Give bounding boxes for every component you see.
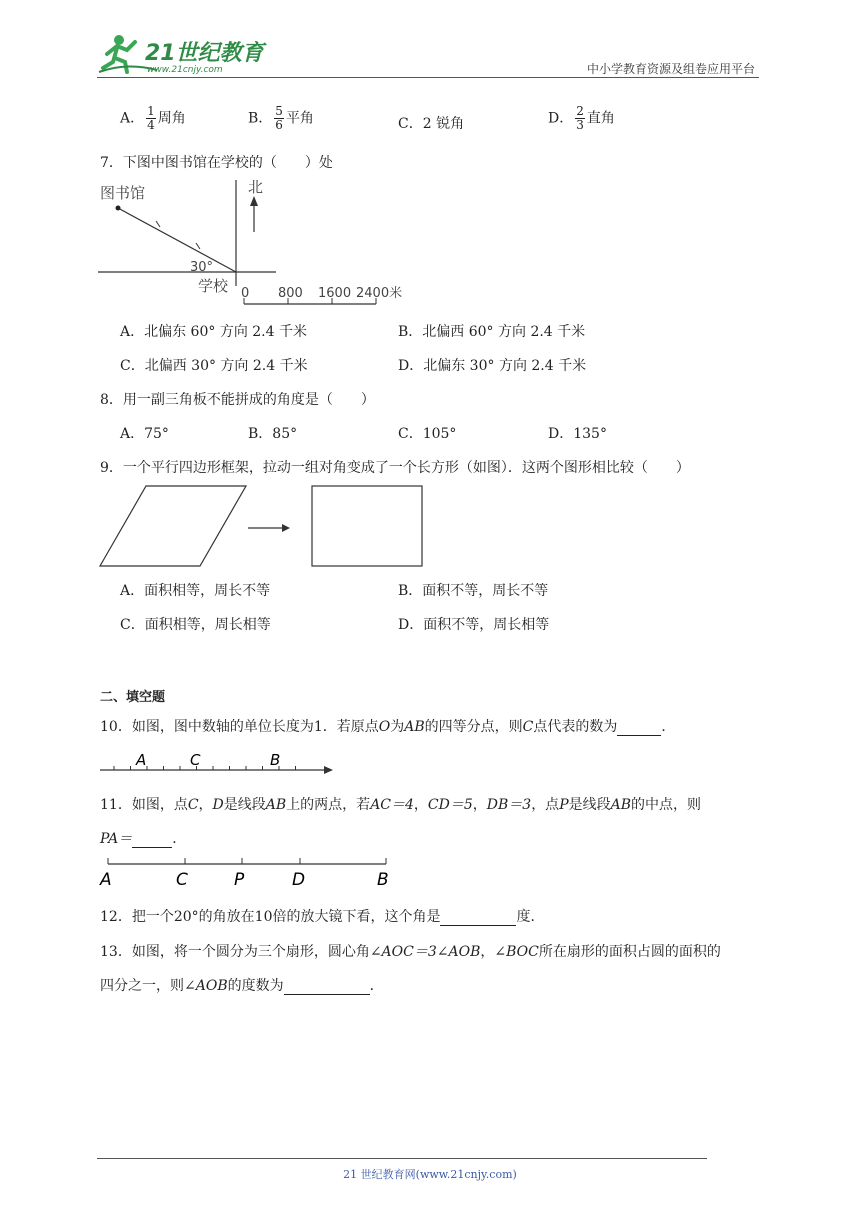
q11-stem-line2: PA＝ ．: [100, 831, 187, 847]
runner-logo-icon: [97, 32, 267, 76]
answer-blank[interactable]: [440, 911, 516, 926]
parallelogram-shape: [100, 486, 246, 566]
footer-link[interactable]: 21 世纪教育网(www.21cnjy.com): [343, 1168, 517, 1181]
q10-stem: 10．如图，图中数轴的单位长度为1．若原点O为AB的四等分点，则C点代表的数为 ．: [100, 719, 676, 735]
q6-option-a[interactable]: [120, 105, 186, 132]
north-label: 北: [248, 178, 264, 196]
fraction: $\frac{2}{3}$: [576, 104, 584, 132]
point-label: A: [136, 751, 147, 769]
q10-number-line: [98, 748, 338, 778]
q13-stem-line2: 四分之一，则∠AOB的度数为 ．: [100, 978, 384, 994]
point-label: P: [234, 870, 245, 890]
q9-option-a[interactable]: A．面积相等，周长不等: [120, 583, 271, 599]
point-label: B: [377, 870, 389, 890]
q8-option-a[interactable]: A．75°: [120, 426, 169, 442]
option-label: B．: [248, 110, 273, 127]
scale-tick-label: 2400米: [356, 286, 403, 301]
arrow-right-icon: [282, 524, 290, 532]
q9-option-d[interactable]: D．面积不等，周长相等: [398, 617, 550, 633]
option-text: 周角: [157, 110, 186, 127]
answer-blank[interactable]: [132, 833, 172, 848]
q7-option-a[interactable]: A．北偏东 60° 方向 2.4 千米: [120, 324, 307, 340]
q9-option-b[interactable]: B．面积不等，周长不等: [398, 583, 549, 599]
q7-option-b[interactable]: B．北偏西 60° 方向 2.4 千米: [398, 324, 586, 340]
point-label: C: [176, 870, 188, 890]
answer-blank[interactable]: [284, 980, 370, 995]
rectangle-shape: [312, 486, 422, 566]
q11-segment-figure: [98, 854, 398, 890]
school-label: 学校: [198, 277, 229, 295]
site-logo: [97, 32, 267, 76]
q8-option-b[interactable]: B．85°: [248, 426, 298, 442]
point-label: D: [292, 870, 306, 890]
footer-divider: [97, 1158, 707, 1159]
q8-option-c[interactable]: C．105°: [398, 426, 457, 442]
answer-blank[interactable]: [617, 721, 661, 736]
option-text: 平角: [285, 110, 314, 127]
point-label: C: [190, 751, 201, 769]
option-label: A．: [120, 110, 145, 127]
option-text: 2 锐角: [422, 116, 465, 132]
q9-figure: [98, 484, 428, 570]
option-label: D．: [548, 110, 574, 127]
arrow-right-icon: [324, 766, 333, 774]
q7-option-d[interactable]: D．北偏东 30° 方向 2.4 千米: [398, 358, 587, 374]
q13-stem-line1: 13．如图，将一个圆分为三个扇形，圆心角∠AOC＝3∠AOB，∠BOC所在扇形的面积占圆的面积的: [100, 944, 721, 960]
fraction: $\frac{1}{4}$: [147, 104, 155, 132]
north-arrow-icon: [250, 196, 258, 206]
angle-label: 30°: [190, 260, 214, 275]
library-point: [116, 206, 121, 211]
fraction: $\frac{5}{6}$: [275, 104, 283, 132]
point-label: B: [270, 751, 281, 769]
scale-tick-label: 0: [241, 286, 250, 301]
option-label: C．: [398, 116, 423, 132]
option-text: 直角: [586, 110, 615, 127]
section-title: 二、填空题: [100, 690, 166, 705]
q8-option-d[interactable]: D．135°: [548, 426, 607, 442]
q7-option-c[interactable]: C．北偏西 30° 方向 2.4 千米: [120, 358, 308, 374]
q11-stem-line1: 11．如图，点C，D是线段AB上的两点，若AC＝4，CD＝5，DB＝3，点P是线段AB的中点，则: [100, 797, 702, 813]
logo-text: 21世纪教育: [145, 41, 264, 66]
logo-url-text: www.21cnjy.com: [147, 65, 223, 75]
header-divider: [97, 77, 759, 78]
platform-name: 中小学教育资源及组卷应用平台: [586, 62, 755, 76]
q9-option-c[interactable]: C．面积相等，周长相等: [120, 617, 271, 633]
q7-figure: [98, 176, 418, 306]
q7-stem: 7．下图中图书馆在学校的（ ）处: [100, 155, 333, 171]
q6-option-d[interactable]: [548, 105, 615, 132]
q6-option-c[interactable]: [398, 113, 464, 133]
library-label: 图书馆: [100, 184, 146, 202]
q9-stem: 9．一个平行四边形框架，拉动一组对角变成了一个长方形（如图）．这两个图形相比较（ ）: [100, 460, 690, 476]
scale-tick-label: 800: [278, 286, 303, 301]
q6-option-b[interactable]: [248, 105, 314, 132]
q12-stem: 12．把一个20°的角放在10倍的放大镜下看，这个角是 度．: [100, 909, 545, 925]
scale-tick-label: 1600: [318, 286, 352, 301]
point-label: A: [100, 870, 112, 890]
q8-stem: 8．用一副三角板不能拼成的角度是（ ）: [100, 392, 375, 408]
